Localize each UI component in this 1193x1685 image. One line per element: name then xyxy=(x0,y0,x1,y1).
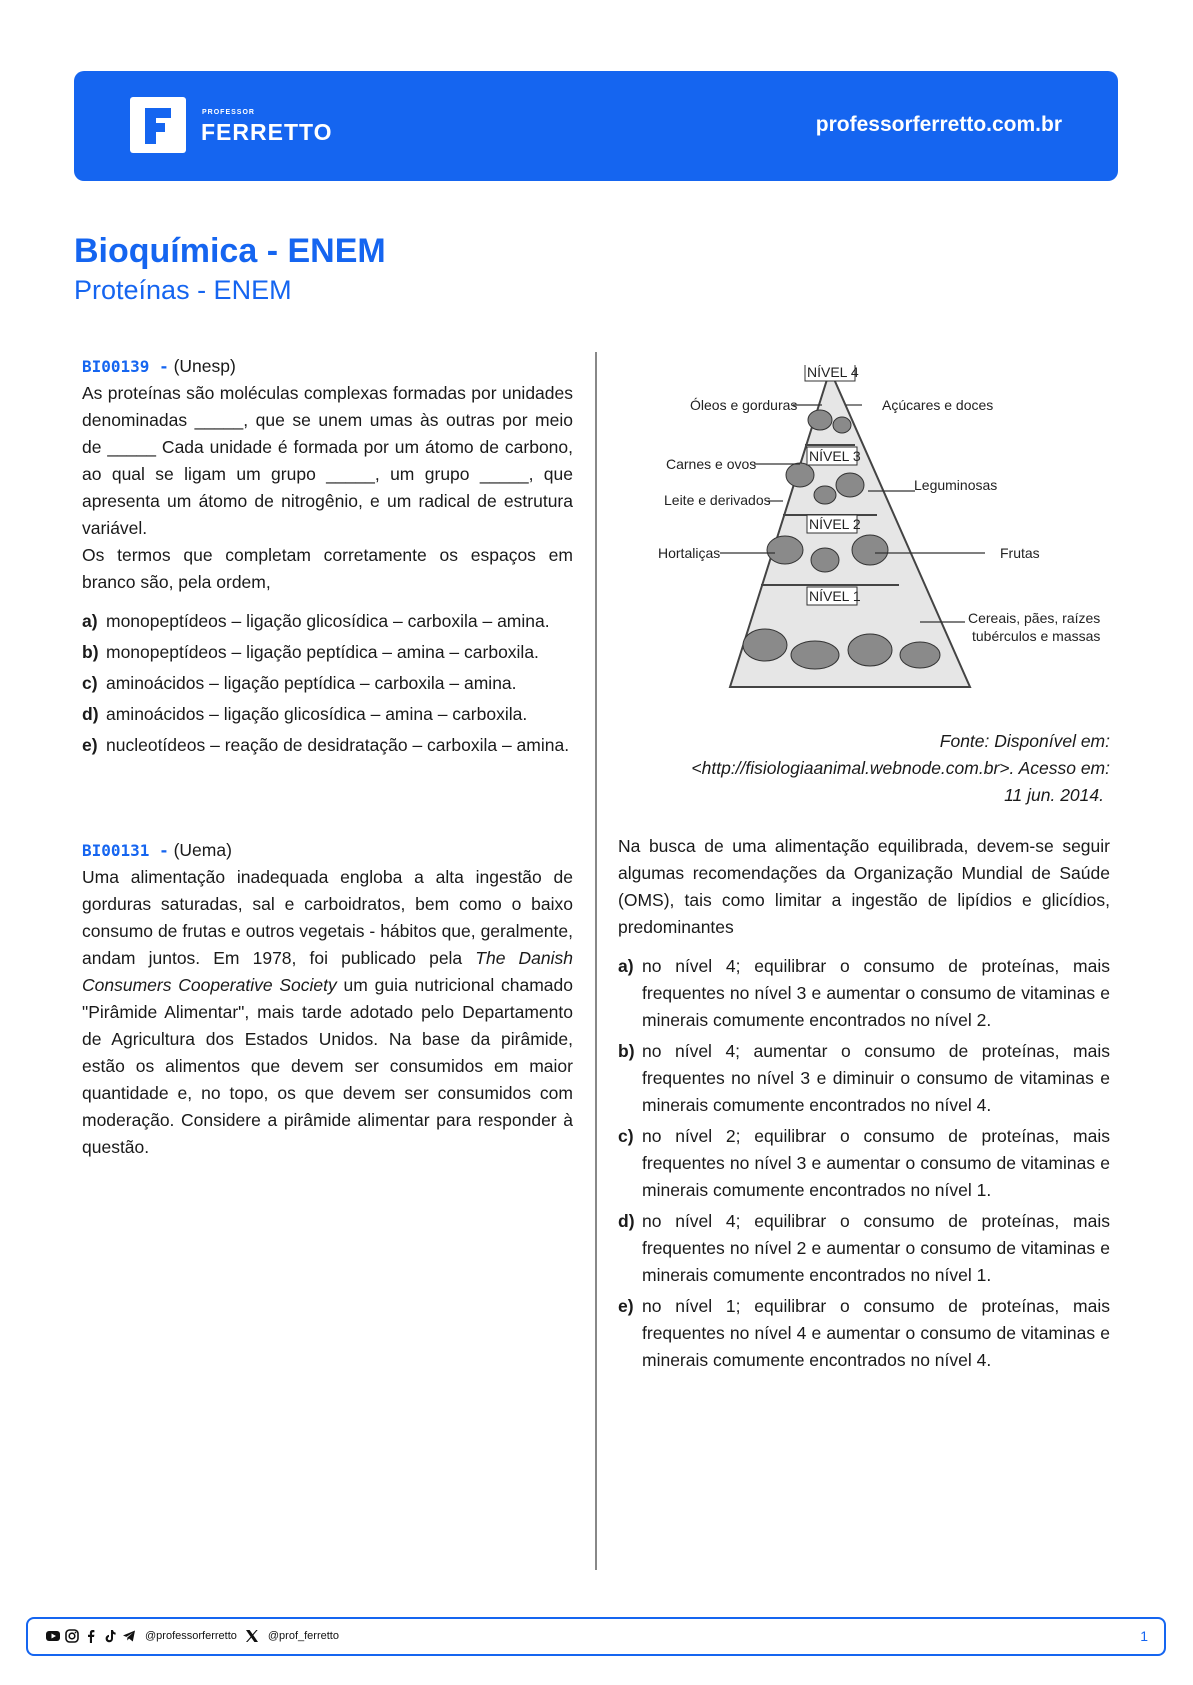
question-header-q1 xyxy=(82,353,573,380)
option-letter: d) xyxy=(82,704,99,724)
page-subtitle: Proteínas - ENEM xyxy=(74,275,292,305)
question-source: (Unesp) xyxy=(173,356,236,376)
option-letter: c) xyxy=(618,1126,634,1146)
option-letter: a) xyxy=(82,611,98,631)
answer-option[interactable] xyxy=(618,1038,1110,1119)
question-id: BI00131 - xyxy=(82,841,169,860)
option-letter: e) xyxy=(618,1296,634,1316)
food-pyramid-figure xyxy=(650,365,1100,695)
option-text: no nível 4; equilibrar o consumo de proteínas, mais frequentes no nível 2 e aumentar o consumo de vitaminas e minerais comumente encontrados no nível 1. xyxy=(642,1211,1110,1285)
option-text: no nível 4; equilibrar o consumo de proteínas, mais frequentes no nível 3 e aumentar o consumo de vitaminas e minerais comumente encontrados no nível 2. xyxy=(642,956,1110,1030)
question-header-q2 xyxy=(82,837,573,864)
option-letter: e) xyxy=(82,735,98,755)
option-text: nucleotídeos – reação de desidratação – carboxila – amina. xyxy=(106,735,570,755)
option-text: monopeptídeos – ligação peptídica – amina – carboxila. xyxy=(106,642,539,662)
social-links xyxy=(46,1629,347,1643)
left-column xyxy=(82,353,573,1161)
telegram-icon[interactable] xyxy=(122,1629,136,1643)
option-text: no nível 2; equilibrar o consumo de proteínas, mais frequentes no nível 3 e aumentar o consumo de vitaminas e minerais comumente encontrados no nível 1. xyxy=(642,1126,1110,1200)
option-letter: a) xyxy=(618,956,634,976)
page-title: Bioquímica - ENEM xyxy=(74,232,386,270)
option-text: monopeptídeos – ligação glicosídica – carboxila – amina. xyxy=(106,611,550,631)
question-source: (Uema) xyxy=(173,840,232,860)
caption-line: Fonte: Disponível em: xyxy=(939,731,1110,751)
label-oleos: Óleos e gorduras xyxy=(690,397,798,413)
level-label: NÍVEL 1 xyxy=(809,588,861,604)
figure-caption xyxy=(618,728,1110,809)
option-text: aminoácidos – ligação glicosídica – amina – carboxila. xyxy=(106,704,528,724)
logo-name: FERRETTO xyxy=(201,119,333,145)
caption-line: 11 jun. 2014. xyxy=(1004,785,1104,805)
option-text: no nível 1; equilibrar o consumo de proteínas, mais frequentes no nível 4 e aumentar o consumo de vitaminas e minerais comumente encontrados no nível 4. xyxy=(642,1296,1110,1370)
label-leite: Leite e derivados xyxy=(664,492,771,508)
level-label: NÍVEL 4 xyxy=(807,365,859,380)
option-text: no nível 4; aumentar o consumo de proteínas, mais frequentes no nível 3 e diminuir o consumo de vitaminas e minerais comumente encontrados no nível 4. xyxy=(642,1041,1110,1115)
youtube-icon[interactable] xyxy=(46,1629,60,1643)
social-handle[interactable]: @professorferretto xyxy=(145,1630,237,1642)
logo-small-text: PROFESSOR xyxy=(202,109,255,116)
question-id: BI00139 - xyxy=(82,357,169,376)
answer-option[interactable] xyxy=(618,953,1110,1034)
option-text: aminoácidos – ligação peptídica – carboxila – amina. xyxy=(106,673,517,693)
label-acucares: Açúcares e doces xyxy=(882,397,994,413)
page-footer xyxy=(26,1617,1166,1656)
tiktok-icon[interactable] xyxy=(103,1629,117,1643)
answer-option[interactable] xyxy=(82,639,573,666)
column-divider xyxy=(595,352,597,1570)
label-hortalicas: Hortaliças xyxy=(658,545,721,561)
facebook-icon[interactable] xyxy=(84,1629,98,1643)
header-banner xyxy=(74,71,1118,181)
question-stem: As proteínas são moléculas complexas formadas por unidades denominadas _____, que se unem umas às outras por meio de _____ Cada unidade é formada por um átomo de carbono, ao qual se ligam um grupo _____, um grupo _____, que apresenta um átomo de nitrogênio, e um radical de estrutura variável. xyxy=(82,383,573,538)
social-handle[interactable]: @prof_ferretto xyxy=(267,1630,339,1642)
answer-options-q1 xyxy=(82,608,573,759)
question-stem: Uma alimentação inadequada engloba a alta ingestão de gorduras saturadas, sal e carboidratos, bem como o baixo consumo de frutas e outros vegetais - hábitos que, geralmente, andam juntos. Em 1978, foi publicado pela The Danish Consumers Cooperative Society um guia nutricional chamado "Pirâmide Alimentar", mais tarde adotado pelo Departamento de Agricultura dos Estados Unidos. Na base da pirâmide, estão os alimentos que devem ser consumidos em maior quantidade e, no topo, os que devem ser consumidos com moderação. Considere a pirâmide alimentar para responder à questão. xyxy=(82,867,573,1157)
label-frutas: Frutas xyxy=(1000,545,1040,561)
label-tuberculos: tubérculos e massas xyxy=(972,628,1100,644)
italic-publisher: The Danish Consumers Cooperative Society xyxy=(82,948,573,995)
option-letter: c) xyxy=(82,673,98,693)
level-label: NÍVEL 2 xyxy=(809,516,861,532)
label-carnes: Carnes e ovos xyxy=(666,456,757,472)
right-column xyxy=(618,728,1110,1378)
question-prompt: Na busca de uma alimentação equilibrada, devem-se seguir algumas recomendações da Organização Mundial de Saúde (OMS), tais como limitar a ingestão de lipídios e glicídios, predominantes xyxy=(618,836,1110,937)
answer-option[interactable] xyxy=(82,701,573,728)
answer-option[interactable] xyxy=(82,732,573,759)
answer-option[interactable] xyxy=(618,1208,1110,1289)
answer-option[interactable] xyxy=(82,608,573,635)
x-icon[interactable] xyxy=(245,1629,259,1643)
instagram-icon[interactable] xyxy=(65,1629,79,1643)
label-cereais: Cereais, pães, raízes xyxy=(968,610,1100,626)
option-letter: b) xyxy=(82,642,99,662)
question-prompt: Os termos que completam corretamente os espaços em branco são, pela ordem, xyxy=(82,545,573,592)
option-letter: b) xyxy=(618,1041,635,1061)
caption-line: <http://fisiologiaanimal.webnode.com.br>. Acesso em: xyxy=(691,758,1110,778)
level-label: NÍVEL 3 xyxy=(809,448,861,464)
ferretto-logo-icon xyxy=(130,97,186,153)
option-letter: d) xyxy=(618,1211,635,1231)
page-number: 1 xyxy=(1140,1628,1148,1644)
label-leguminosas: Leguminosas xyxy=(914,477,998,493)
site-link[interactable]: professorferretto.com.br xyxy=(815,113,1062,136)
answer-option[interactable] xyxy=(618,1293,1110,1374)
answer-option[interactable] xyxy=(618,1123,1110,1204)
answer-options-q2 xyxy=(618,953,1110,1374)
answer-option[interactable] xyxy=(82,670,573,697)
